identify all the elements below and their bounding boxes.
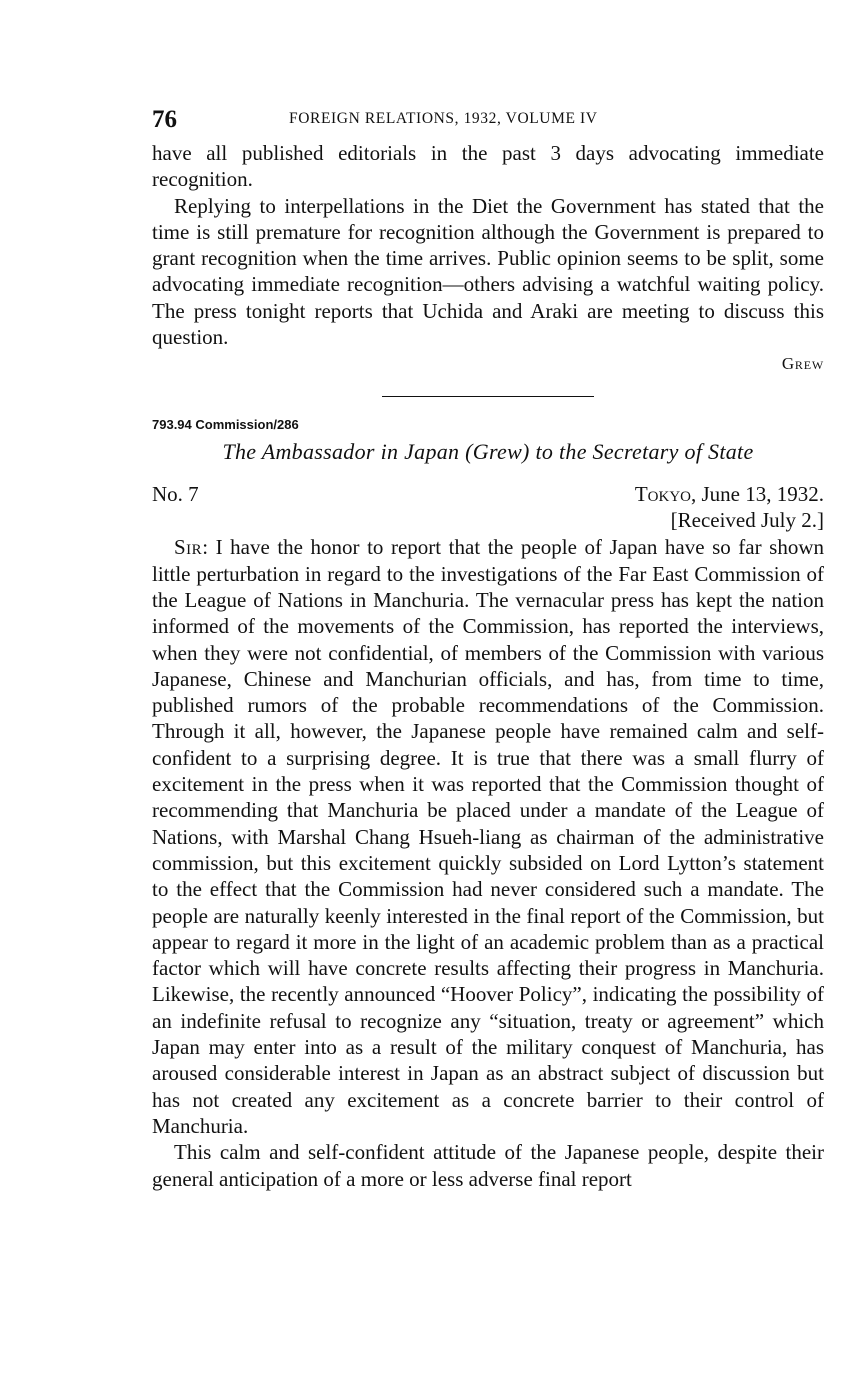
received-date: [Received July 2.] xyxy=(670,508,824,533)
running-head xyxy=(152,104,824,140)
place: Tokyo xyxy=(634,482,691,507)
body-paragraph-2: This calm and self-confident attitude of the Japanese people, despite their general anticipation of a more or less adverse final report xyxy=(152,1140,824,1191)
document-title: The Ambassador in Japan (Grew) to the Secretary of State xyxy=(222,439,754,465)
diet-paragraph: Replying to interpellations in the Diet the Government has stated that the time is still premature for recognition although the Government is prepared to grant recognition when the time arrives. Public opinion seems to be split, some advocating immediate recognition—others advising a watchful waiting policy. The press tonight reports that Uchida and Araki are meeting to discuss this question. xyxy=(152,193,824,350)
date: , June 13, 1932. xyxy=(691,482,824,507)
body-paragraph-1-text: : I have the honor to report that the people of Japan have so far shown little perturbation in regard to the investigations of the Far East Commission of the League of Nations in Manchuria. The vernacular press has kept the nation informed of the movements of the Commission, has reported the interviews, when they were not confidential, of members of the Commission with various Japanese, Chinese and Manchurian officials, and has, from time to time, published rumors of the probable recommendations of the Commission. Through it all, however, the Japanese people have remained calm and self-confident to a surprising degree. It is true that there was a small flurry of excitement in the press when it was reported that the Commission thought of recommending that Manchuria be placed under a mandate of the League of Nations, with Marshal Chang Hsueh-liang as chairman of the administrative commission, but this excitement quickly subsided on Lord Lytton’s statement to the effect that the Commission had never considered such a mandate. The people are naturally keenly interested in the final report of the Commission, but appear to regard it more in the light of an academic problem than as a practical factor which will have concrete results affecting their progress in Manchuria. Likewise, the recently announced “Hoover Policy”, indicating the possibility of an indefinite refusal to recognize any “situation, treaty or agreement” which Japan may enter into as a result of the military conquest of Manchuria, has aroused considerable interest in Japan as an abstract subject of discussion but has not created any excitement as a concrete barrier to their control of Manchuria. xyxy=(152,535,824,1138)
volume-title: FOREIGN RELATIONS, 1932, VOLUME IV xyxy=(289,110,598,127)
body-paragraph-1 xyxy=(152,534,824,1139)
section-divider xyxy=(382,396,594,397)
document-number: No. 7 xyxy=(152,482,199,507)
file-reference: 793.94 Commission/286 xyxy=(152,417,299,433)
document-meta xyxy=(152,482,824,534)
salutation: Sir xyxy=(174,535,203,560)
signature-grew xyxy=(152,354,824,374)
continued-paragraph: have all published editorials in the past 3 days advocating immediate recognition. xyxy=(152,141,824,192)
page-number: 76 xyxy=(152,106,177,133)
document-page xyxy=(152,104,824,1192)
signature-text: Grew xyxy=(781,354,824,374)
place-date xyxy=(635,482,824,507)
